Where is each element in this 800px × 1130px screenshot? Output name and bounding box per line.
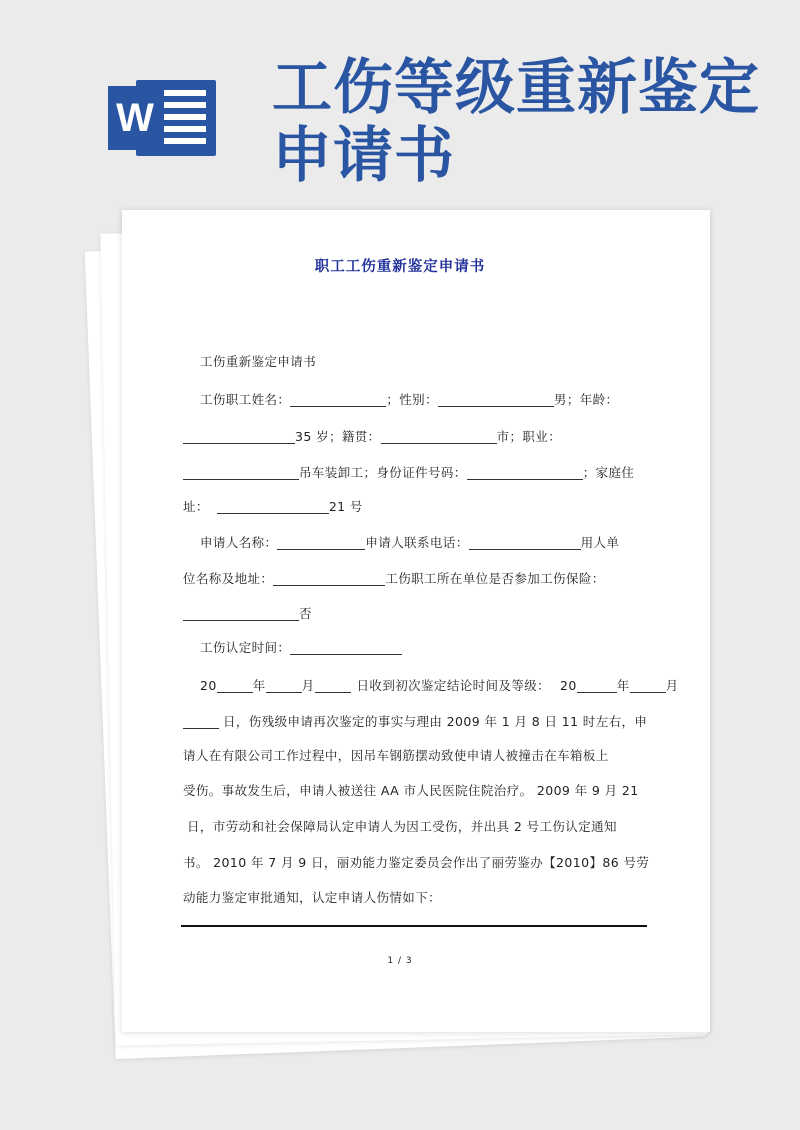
native-place-blank — [381, 429, 497, 444]
paragraph-line: 日，市劳动和社会保障局认定申请人为因工受伤，并出具 2 号工伤认定通知 — [187, 819, 617, 834]
name-blank — [290, 392, 386, 407]
form-line: 申请人名称： 申请人联系电话： 用人单 — [200, 535, 620, 550]
paragraph-line: 动能力鉴定审批通知，认定申请人伤情如下： — [183, 890, 442, 905]
id-number-blank — [467, 465, 583, 480]
form-line: 否 — [183, 604, 312, 622]
form-line: 35 岁；籍贯： 市；职业： — [183, 427, 561, 445]
employer-blank — [273, 571, 385, 586]
form-line: 工伤职工姓名： ；性别： 男；年龄： — [200, 392, 619, 407]
horizontal-rule — [181, 925, 647, 927]
page-number: 1 / 3 — [387, 956, 413, 966]
insurance-blank — [183, 606, 299, 621]
banner-title-line2: 申请书 — [272, 121, 455, 191]
banner-title-line1: 工伤等级重新鉴定 — [272, 53, 760, 123]
form-line: 20 年 月 日收到初次鉴定结论时间及等级： 20 年 月 — [200, 678, 679, 693]
form-line: 工伤认定时间： — [200, 638, 402, 656]
form-line: 位名称及地址： 工伤职工所在单位是否参加工伤保险： — [183, 571, 605, 586]
phone-blank — [469, 535, 581, 550]
gender-blank — [438, 392, 554, 407]
paragraph-line: 请人在有限公司工作过程中，因吊车钢筋摆动致使申请人被撞击在车箱板上 — [183, 748, 609, 763]
banner-title — [272, 54, 760, 190]
paragraph-line: 书。 2010 年 7 月 9 日，丽劝能力鉴定委员会作出了丽劳鉴办【2010】86 号劳 — [183, 855, 650, 870]
section-heading: 工伤重新鉴定申请书 — [200, 354, 317, 369]
word-document-icon — [108, 74, 218, 160]
word-logo-letter: W — [116, 96, 154, 140]
recognition-date-blank — [290, 640, 402, 655]
address-blank — [217, 499, 329, 514]
occupation-blank — [183, 465, 299, 480]
form-line: 址： 21 号 — [183, 499, 363, 514]
document-title: 职工工伤重新鉴定申请书 — [314, 258, 486, 275]
form-line: 吊车装卸工；身份证件号码： ；家庭住 — [183, 463, 634, 481]
paragraph-line: 受伤。事故发生后，申请人被送往 AA 市人民医院住院治疗。 2009 年 9 月 21 — [183, 783, 639, 798]
paragraph-line: 日，伤残级申请再次鉴定的事实与理由 2009 年 1 月 8 日 11 时左右，申 — [183, 712, 647, 730]
age-blank — [183, 429, 295, 444]
applicant-name-blank — [277, 535, 365, 550]
